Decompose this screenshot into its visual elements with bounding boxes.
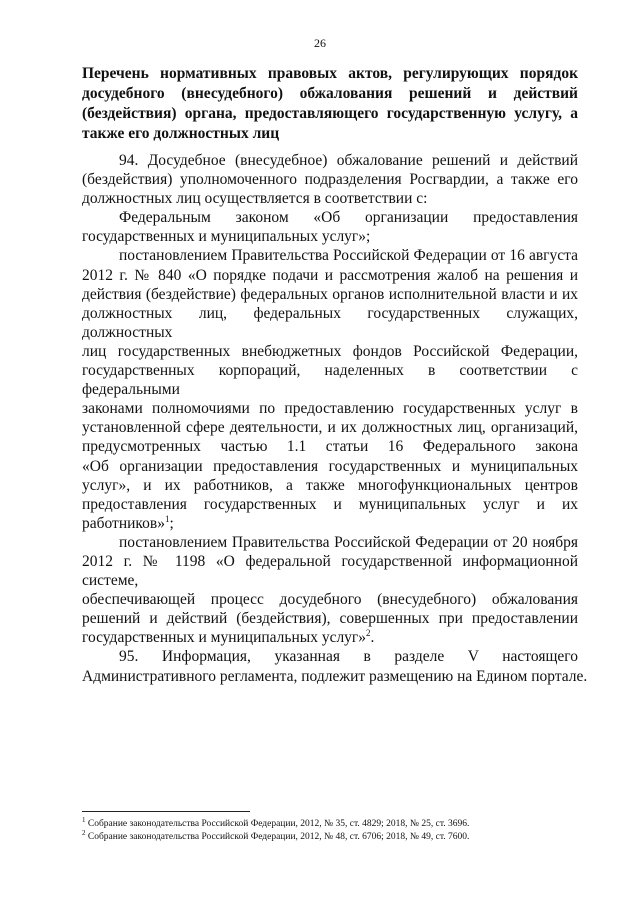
paragraph-94 (82, 151, 578, 208)
footnote-mark: 2 (82, 828, 86, 837)
text-line: государственных и муниципальных услуг»; (82, 228, 371, 246)
title-line: (бездействия) органа, предоставляющего государственную услугу, а (82, 105, 578, 122)
text-line: постановлением Правительства Российской Федерации от 20 ноября (119, 533, 578, 551)
text-line: 94. Досудебное (внесудебное) обжалование решений и действий (119, 152, 578, 169)
title-line: Перечень нормативных правовых актов, регулирующих порядок (82, 65, 578, 82)
text-line: установленной сфере деятельности, и их должностных лиц, организаций, (82, 419, 578, 437)
text-fragment: работников» (82, 514, 165, 532)
text-line: решений и действий (бездействия), совершенных при предоставлении (82, 610, 578, 628)
paragraph-federal-law (82, 208, 578, 246)
text-line: (бездействия) уполномоченного подразделения Росгвардии, а также его (82, 171, 578, 189)
document-body (82, 151, 588, 686)
text-line (82, 628, 578, 647)
text-line: обеспечивающей процесс досудебного (внесудебного) обжалования (82, 591, 578, 609)
text-line: 2012 г. № 840 «О порядке подачи и рассмотрения жалоб на решения и (82, 266, 578, 284)
footnotes (82, 815, 578, 844)
footnote-1 (82, 815, 578, 831)
text-line: действия (бездействие) федеральных органов исполнительной власти и их (82, 285, 578, 303)
text-line: предоставления государственных и муниципальных услуг и их (82, 495, 578, 513)
footnote-text: Собрание законодательства Российской Федерации, 2012, № 35, ст. 4829; 2018, № 25, ст. 3696. (85, 819, 470, 829)
title-line: досудебного (внесудебного) обжалования решений и действий (82, 85, 578, 102)
text-line: законами полномочиями по предоставлению государственных услуг в (82, 400, 578, 418)
text-line: постановлением Правительства Российской Федерации от 16 августа (119, 247, 578, 265)
paragraph-95 (82, 647, 588, 685)
text-line: Административного регламента, подлежит размещению на Едином портале. (82, 667, 588, 685)
text-line: Федеральным законом «Об организации предоставления (119, 209, 578, 227)
footnote-divider (82, 811, 250, 812)
text-line: 2012 г. № 1198 «О федеральной государственной информационной системе, (82, 552, 578, 590)
footnote-mark: 1 (82, 815, 86, 824)
text-line: «Об организации предоставления государственных и муниципальных (82, 457, 578, 475)
footnote-2 (82, 828, 578, 844)
text-fragment: . (370, 629, 375, 647)
page-number: 26 (314, 36, 326, 50)
footnote-ref-2[interactable]: 2 (366, 628, 371, 639)
text-line: государственных корпораций, наделенных в соответствии с федеральными (82, 362, 578, 399)
footnote-ref-1[interactable]: 1 (165, 513, 170, 524)
text-line: предусмотренных частью 1.1 статьи 16 Федерального закона (82, 438, 578, 456)
text-line: должностных лиц осуществляется в соответствии с: (82, 190, 428, 208)
text-fragment: ; (169, 514, 174, 532)
title-line: также его должностных лиц (82, 125, 280, 142)
text-line (82, 514, 578, 533)
paragraph-decree-1198 (82, 533, 578, 648)
text-line: лиц государственных внебюджетных фондов Российской Федерации, (82, 342, 578, 360)
text-line: должностных лиц, федеральных государственных служащих, должностных (82, 304, 578, 341)
footnote-text: Собрание законодательства Российской Федерации, 2012, № 48, ст. 6706; 2018, № 49, ст. 7600. (85, 832, 470, 842)
text-fragment: государственных и муниципальных услуг» (82, 629, 367, 647)
section-title (82, 64, 578, 144)
text-line: 95. Информация, указанная в разделе V настоящего (119, 648, 578, 666)
paragraph-decree-840 (82, 246, 578, 532)
text-line: услуг», и их работников, а также многофункциональных центров (82, 476, 578, 494)
